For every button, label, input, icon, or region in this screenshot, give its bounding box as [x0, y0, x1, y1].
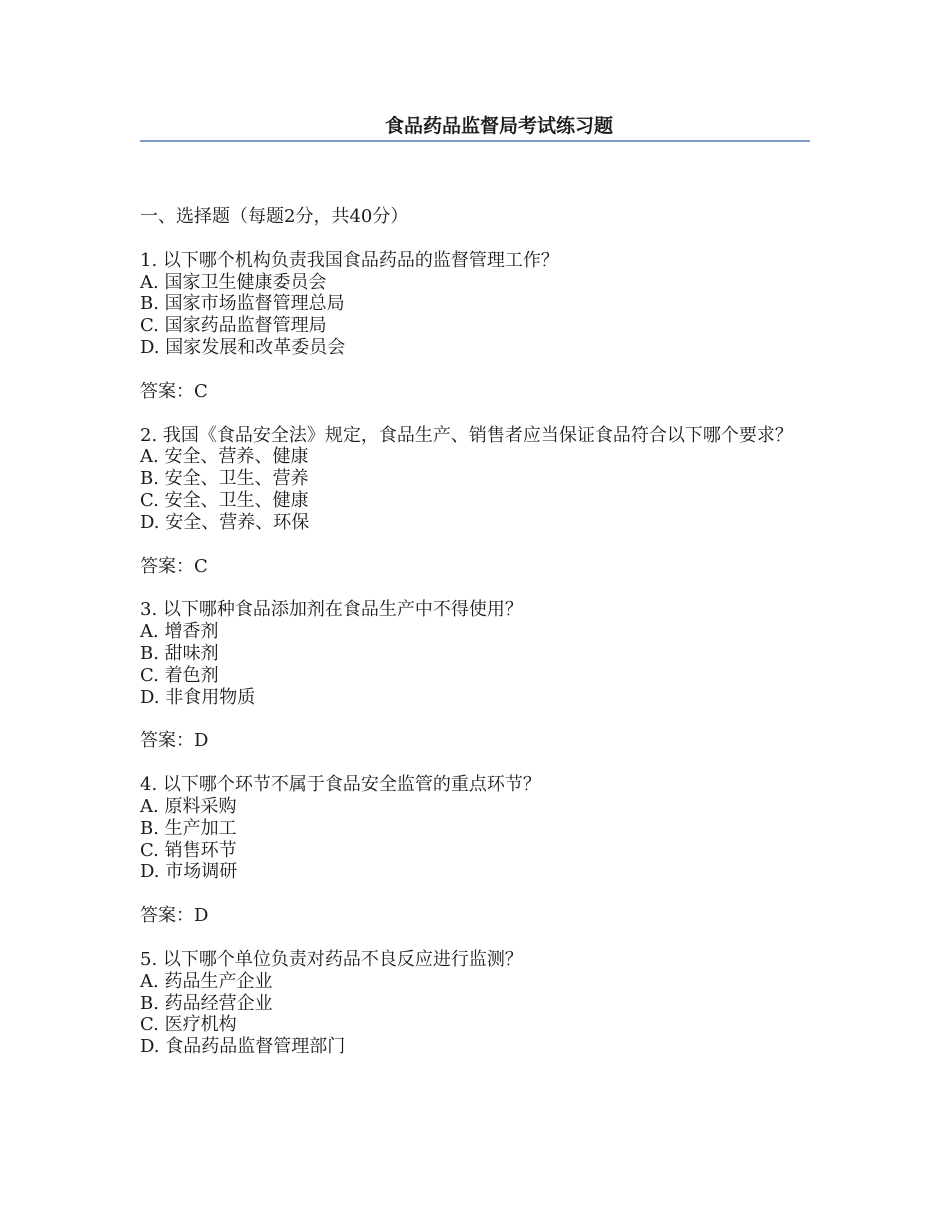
answer: 答案：D: [140, 905, 209, 927]
answer: 答案：C: [140, 380, 208, 402]
question-block: [140, 949, 810, 1058]
option-a: A. 安全、营养、健康: [140, 446, 309, 468]
option-b: B. 生产加工: [140, 817, 237, 839]
answer: 答案：C: [140, 555, 208, 577]
question-block: [140, 599, 810, 774]
question-stem: 3. 以下哪种食品添加剂在食品生产中不得使用？: [140, 599, 523, 621]
question-stem: 2. 我国《食品安全法》规定，食品生产、销售者应当保证食品符合以下哪个要求？: [140, 424, 793, 446]
option-a: A. 国家卫生健康委员会: [140, 271, 327, 293]
option-d: D. 食品药品监督管理部门: [140, 1036, 346, 1058]
option-c: C. 国家药品监督管理局: [140, 315, 327, 337]
question-block: [140, 425, 810, 600]
option-c: C. 安全、卫生、健康: [140, 489, 309, 511]
document-title: 食品药品监督局考试练习题: [384, 115, 613, 137]
option-a: A. 药品生产企业: [140, 970, 273, 992]
option-b: B. 甜味剂: [140, 642, 219, 664]
option-d: D. 市场调研: [140, 861, 238, 883]
document-body: [140, 206, 810, 1058]
answer: 答案：D: [140, 730, 209, 752]
option-b: B. 药品经营企业: [140, 992, 273, 1014]
question-stem: 4. 以下哪个环节不属于食品安全监管的重点环节？: [140, 774, 541, 796]
option-d: D. 非食用物质: [140, 686, 256, 708]
question-stem: 5. 以下哪个单位负责对药品不良反应进行监测？: [140, 948, 523, 970]
title-divider: [140, 140, 810, 142]
option-b: B. 安全、卫生、营养: [140, 468, 309, 490]
option-d: D. 国家发展和改革委员会: [140, 336, 346, 358]
question-stem: 1. 以下哪个机构负责我国食品药品的监督管理工作？: [140, 249, 559, 271]
option-c: C. 销售环节: [140, 839, 237, 861]
option-a: A. 原料采购: [140, 795, 237, 817]
section-heading: 一、选择题（每题2分，共40分）: [140, 206, 409, 227]
option-c: C. 医疗机构: [140, 1014, 237, 1036]
question-block: [140, 774, 810, 949]
option-c: C. 着色剂: [140, 664, 219, 686]
question-block: [140, 250, 810, 425]
option-d: D. 安全、营养、环保: [140, 511, 310, 533]
option-b: B. 国家市场监督管理总局: [140, 293, 345, 315]
option-a: A. 增香剂: [140, 621, 219, 643]
